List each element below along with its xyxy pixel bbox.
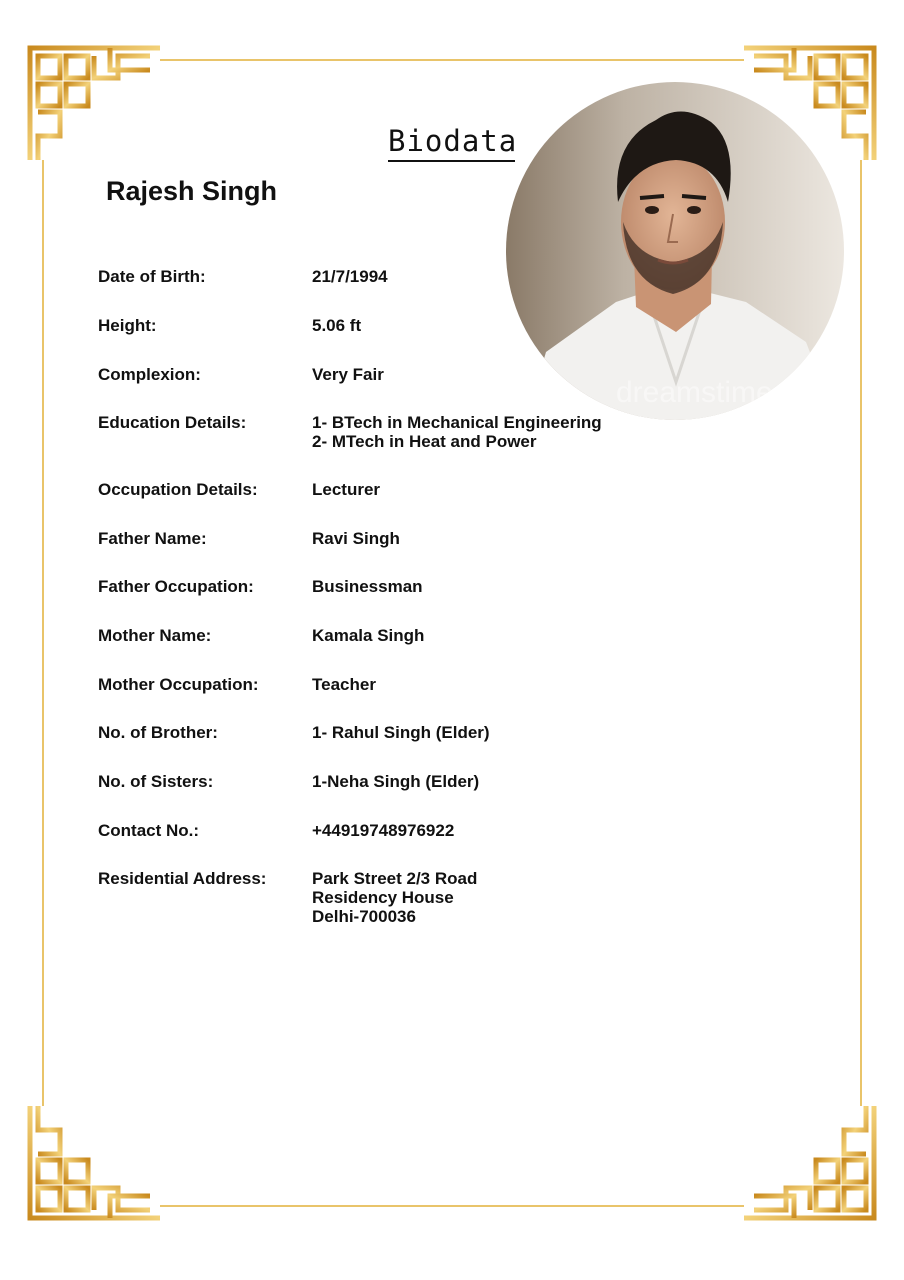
- detail-label: Residential Address:: [98, 869, 267, 888]
- detail-label: No. of Sisters:: [98, 772, 214, 791]
- detail-value: 5.06 ft: [312, 316, 362, 335]
- detail-label: Date of Birth:: [98, 267, 206, 286]
- detail-value: 1- BTech in Mechanical Engineering 2- MTech in Heat and Power: [312, 413, 602, 451]
- detail-value: Businessman: [312, 577, 423, 596]
- photo-watermark: dreamstime: [616, 376, 773, 409]
- detail-label: Father Occupation:: [98, 577, 254, 596]
- detail-value: Lecturer: [312, 480, 381, 499]
- detail-value: Teacher: [312, 675, 376, 694]
- detail-label: Education Details:: [98, 413, 247, 432]
- detail-label: Occupation Details:: [98, 480, 258, 499]
- detail-label: Mother Occupation:: [98, 675, 259, 694]
- detail-label: Complexion:: [98, 365, 201, 384]
- detail-label: Mother Name:: [98, 626, 212, 645]
- detail-value: 1-Neha Singh (Elder): [312, 772, 480, 791]
- detail-value: Park Street 2/3 Road Residency House Delhi-700036: [312, 869, 478, 926]
- detail-label: Height:: [98, 316, 157, 335]
- detail-value: 21/7/1994: [312, 267, 388, 286]
- detail-value: 1- Rahul Singh (Elder): [312, 723, 490, 742]
- candidate-name: Rajesh Singh: [106, 176, 278, 206]
- detail-value: +44919748976922: [312, 821, 455, 840]
- title-underline: [388, 160, 515, 162]
- detail-value: Ravi Singh: [312, 529, 400, 548]
- detail-label: Father Name:: [98, 529, 207, 548]
- detail-value: Kamala Singh: [312, 626, 425, 645]
- detail-label: Contact No.:: [98, 821, 200, 840]
- detail-value: Very Fair: [312, 365, 384, 384]
- detail-label: No. of Brother:: [98, 723, 218, 742]
- document-title: Biodata: [388, 124, 518, 158]
